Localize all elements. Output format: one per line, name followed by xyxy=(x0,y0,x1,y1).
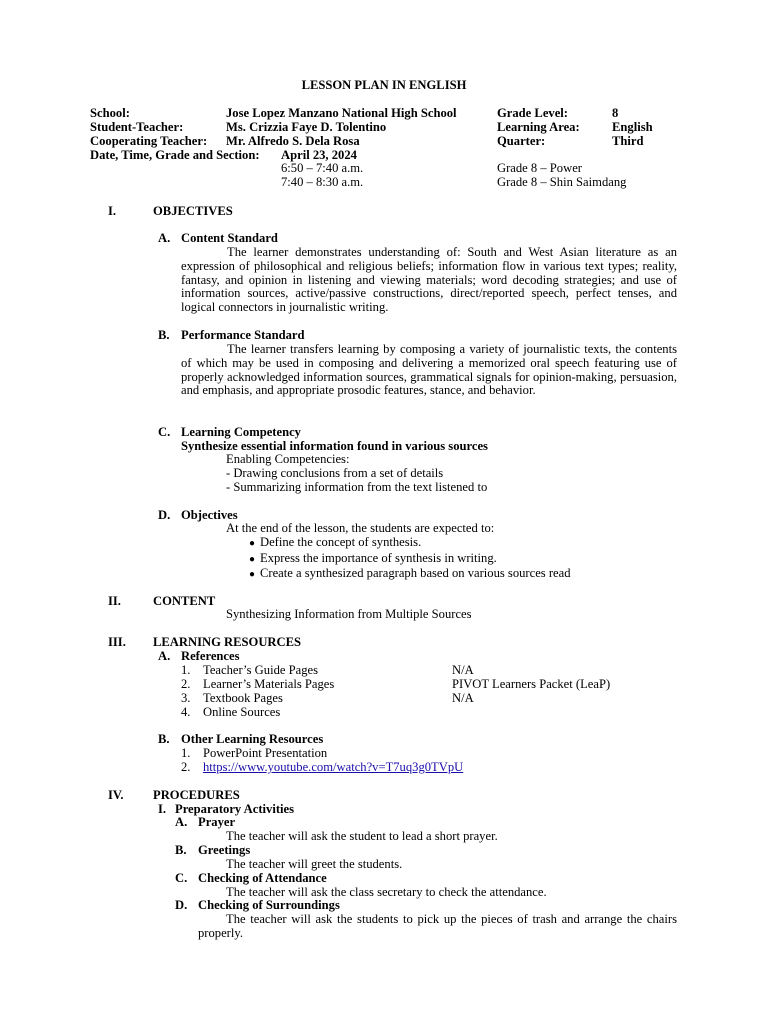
reference-value: N/A xyxy=(452,691,474,705)
learning-area-label: Learning Area: xyxy=(497,120,580,134)
section-1: Grade 8 – Power xyxy=(497,161,582,175)
activity-letter: A. xyxy=(175,815,188,829)
bullet-icon: ● xyxy=(249,569,256,580)
subsection-letter: A. xyxy=(158,231,171,245)
objectives-subheading: Objectives xyxy=(181,508,238,522)
quarter-label: Quarter: xyxy=(497,134,546,148)
activity-text: The teacher will ask the students to pick up the pieces of trash and arrange the chairs properly. xyxy=(198,912,677,940)
section-numeral-objectives: I. xyxy=(108,204,117,218)
subsection-letter: B. xyxy=(158,732,170,746)
activity-text: The teacher will ask the class secretary to check the attendance. xyxy=(226,885,547,899)
bullet-icon: ● xyxy=(249,554,256,565)
school-value: Jose Lopez Manzano National High School xyxy=(226,106,457,120)
page-title: LESSON PLAN IN ENGLISH xyxy=(301,78,467,92)
references-heading: References xyxy=(181,649,240,663)
subsection-letter: C. xyxy=(158,425,171,439)
performance-standard-heading: Performance Standard xyxy=(181,328,305,342)
youtube-link[interactable]: https://www.youtube.com/watch?v=T7uq3g0TVpU xyxy=(203,760,464,774)
subsection-letter: D. xyxy=(158,508,171,522)
enabling-competencies-label: Enabling Competencies: xyxy=(226,452,350,466)
reference-number: 3. xyxy=(181,691,191,705)
reference-label: Textbook Pages xyxy=(203,691,283,705)
activity-letter: B. xyxy=(175,843,187,857)
time-slot-1: 6:50 – 7:40 a.m. xyxy=(281,161,364,175)
content-standard-heading: Content Standard xyxy=(181,231,278,245)
enabling-competency-item: - Summarizing information from the text listened to xyxy=(226,480,488,494)
section-numeral-resources: III. xyxy=(108,635,126,649)
enabling-competency-item: - Drawing conclusions from a set of details xyxy=(226,466,444,480)
activity-text: The teacher will greet the students. xyxy=(226,857,403,871)
section-numeral-content: II. xyxy=(108,594,121,608)
reference-label: Learner’s Materials Pages xyxy=(203,677,335,691)
other-resource-number: 1. xyxy=(181,746,191,760)
learning-area-value: English xyxy=(612,120,653,134)
activity-heading-greetings: Greetings xyxy=(198,843,251,857)
subsection-letter: A. xyxy=(158,649,171,663)
content-topic: Synthesizing Information from Multiple Sources xyxy=(226,607,472,621)
bullet-icon: ● xyxy=(249,538,256,549)
activity-letter: D. xyxy=(175,898,188,912)
preparatory-heading: Preparatory Activities xyxy=(175,802,295,816)
date-value: April 23, 2024 xyxy=(281,148,357,162)
reference-number: 1. xyxy=(181,663,191,677)
quarter-value: Third xyxy=(612,134,644,148)
objective-bullet: Create a synthesized paragraph based on various sources read xyxy=(260,566,571,580)
reference-label: Online Sources xyxy=(203,705,281,719)
reference-value: PIVOT Learners Packet (LeaP) xyxy=(452,677,611,691)
student-teacher-label: Student-Teacher: xyxy=(90,120,184,134)
other-resource-label: PowerPoint Presentation xyxy=(203,746,328,760)
objective-bullet: Express the importance of synthesis in writing. xyxy=(260,551,497,565)
objective-bullet: Define the concept of synthesis. xyxy=(260,535,422,549)
date-label: Date, Time, Grade and Section: xyxy=(90,148,260,162)
reference-value: N/A xyxy=(452,663,474,677)
activity-text: The teacher will ask the student to lead a short prayer. xyxy=(226,829,498,843)
section-numeral-procedures: IV. xyxy=(108,788,124,802)
activity-paragraph xyxy=(198,913,677,941)
student-teacher-value: Ms. Crizzia Faye D. Tolentino xyxy=(226,120,387,134)
cooperating-teacher-label: Cooperating Teacher: xyxy=(90,134,208,148)
subsection-letter: B. xyxy=(158,328,170,342)
objectives-intro: At the end of the lesson, the students are expected to: xyxy=(226,521,495,535)
preparatory-number: I. xyxy=(158,802,167,816)
content-standard-text: The learner demonstrates understanding of: South and West Asian literature as an expression of philosophical and religious beliefs; information flow in various text types; reality, fantasy, and opinion in listening and viewing materials; word decoding strategies; and use of information sources, active/passive constructions, direct/reported speech, perfect tenses, and logical connectors in journalistic writing. xyxy=(181,245,677,315)
content-standard-paragraph xyxy=(181,246,677,315)
grade-level-label: Grade Level: xyxy=(497,106,568,120)
activity-heading-prayer: Prayer xyxy=(198,815,236,829)
section-2: Grade 8 – Shin Saimdang xyxy=(497,175,627,189)
school-label: School: xyxy=(90,106,130,120)
performance-standard-text: The learner transfers learning by composing a variety of journalistic texts, the contents of which may be used in composing and delivering a memorized oral speech featuring use of properly acknowledged information sources, grammatical signals for opinion-making, persuasion, and emphasis, and appropriate prosodic features, stance, and behavior. xyxy=(181,342,677,398)
time-slot-2: 7:40 – 8:30 a.m. xyxy=(281,175,364,189)
activity-letter: C. xyxy=(175,871,188,885)
other-resource-number: 2. xyxy=(181,760,191,774)
reference-label: Teacher’s Guide Pages xyxy=(203,663,318,677)
other-resources-heading: Other Learning Resources xyxy=(181,732,324,746)
grade-level-value: 8 xyxy=(612,106,619,120)
activity-heading-attendance: Checking of Attendance xyxy=(198,871,327,885)
section-heading-resources: LEARNING RESOURCES xyxy=(153,635,302,649)
section-heading-objectives: OBJECTIVES xyxy=(153,204,233,218)
section-heading-procedures: PROCEDURES xyxy=(153,788,240,802)
section-heading-content: CONTENT xyxy=(153,594,216,608)
reference-number: 4. xyxy=(181,705,191,719)
learning-competency-heading: Learning Competency xyxy=(181,425,301,439)
competency-statement: Synthesize essential information found in various sources xyxy=(181,439,488,453)
reference-number: 2. xyxy=(181,677,191,691)
activity-heading-surroundings: Checking of Surroundings xyxy=(198,898,340,912)
cooperating-teacher-value: Mr. Alfredo S. Dela Rosa xyxy=(226,134,360,148)
performance-standard-paragraph xyxy=(181,343,677,398)
